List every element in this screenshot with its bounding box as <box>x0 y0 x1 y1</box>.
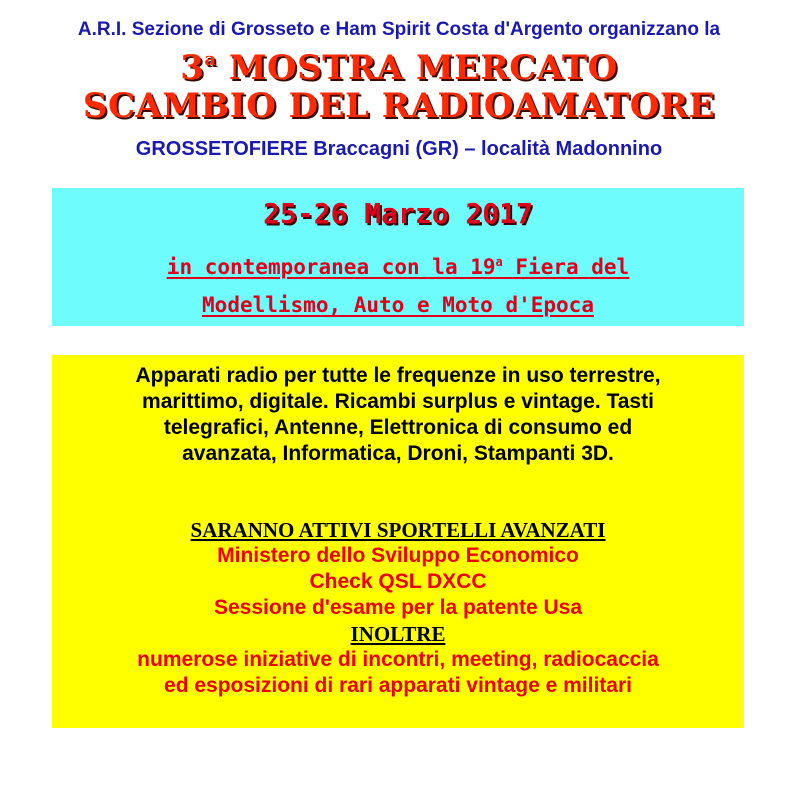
organizers-intro: A.R.I. Sezione di Grosseto e Ham Spirit Costa d'Argento organizzano la <box>77 19 721 40</box>
service-item: Sessione d'esame per la patente Usa <box>214 596 582 619</box>
concurrent-ordinal: a <box>495 255 503 269</box>
concurrent-text-line-2: Modellismo, Auto e Moto d'Epoca <box>202 293 594 317</box>
event-date: 25-26 Marzo 2017 <box>263 197 533 230</box>
concurrent-text-a: in contemporanea con la 19 <box>166 255 496 279</box>
description-line: telegrafici, Antenne, Elettronica di consumo ed <box>163 416 633 439</box>
description-line: avanzata, Informatica, Droni, Stampanti 3D. <box>182 442 614 465</box>
details-panel <box>52 355 744 728</box>
extras-heading: INOLTRE <box>350 622 446 646</box>
description-line: Apparati radio per tutte le frequenze in uso terrestre, <box>135 364 661 387</box>
event-title-line-1 <box>0 48 798 88</box>
date-panel <box>52 188 744 326</box>
concurrent-event-line-2 <box>52 292 744 318</box>
edition-suffix: a <box>204 49 217 70</box>
extras-line: ed esposizioni di rari apparati vintage e militari <box>164 674 632 697</box>
equipment-description <box>52 363 744 467</box>
edition-number: 3 <box>180 48 205 88</box>
concurrent-event-line-1 <box>52 254 744 280</box>
venue-location: GROSSETOFIERE Braccagni (GR) – località Madonnino <box>135 138 663 160</box>
extras-line: numerose iniziative di incontri, meeting, radiocaccia <box>137 648 659 671</box>
title-line-1-text: MOSTRA MERCATO <box>216 48 618 88</box>
description-line: marittimo, digitale. Ricambi surplus e vintage. Tasti <box>142 390 654 413</box>
services-heading: SARANNO ATTIVI SPORTELLI AVANZATI <box>190 518 606 542</box>
concurrent-text-b: Fiera del <box>502 255 630 279</box>
service-item: Ministero dello Sviluppo Economico <box>217 544 579 567</box>
event-title-line-2: SCAMBIO DEL RADIOAMATORE <box>82 86 716 126</box>
service-item: Check QSL DXCC <box>309 570 487 593</box>
